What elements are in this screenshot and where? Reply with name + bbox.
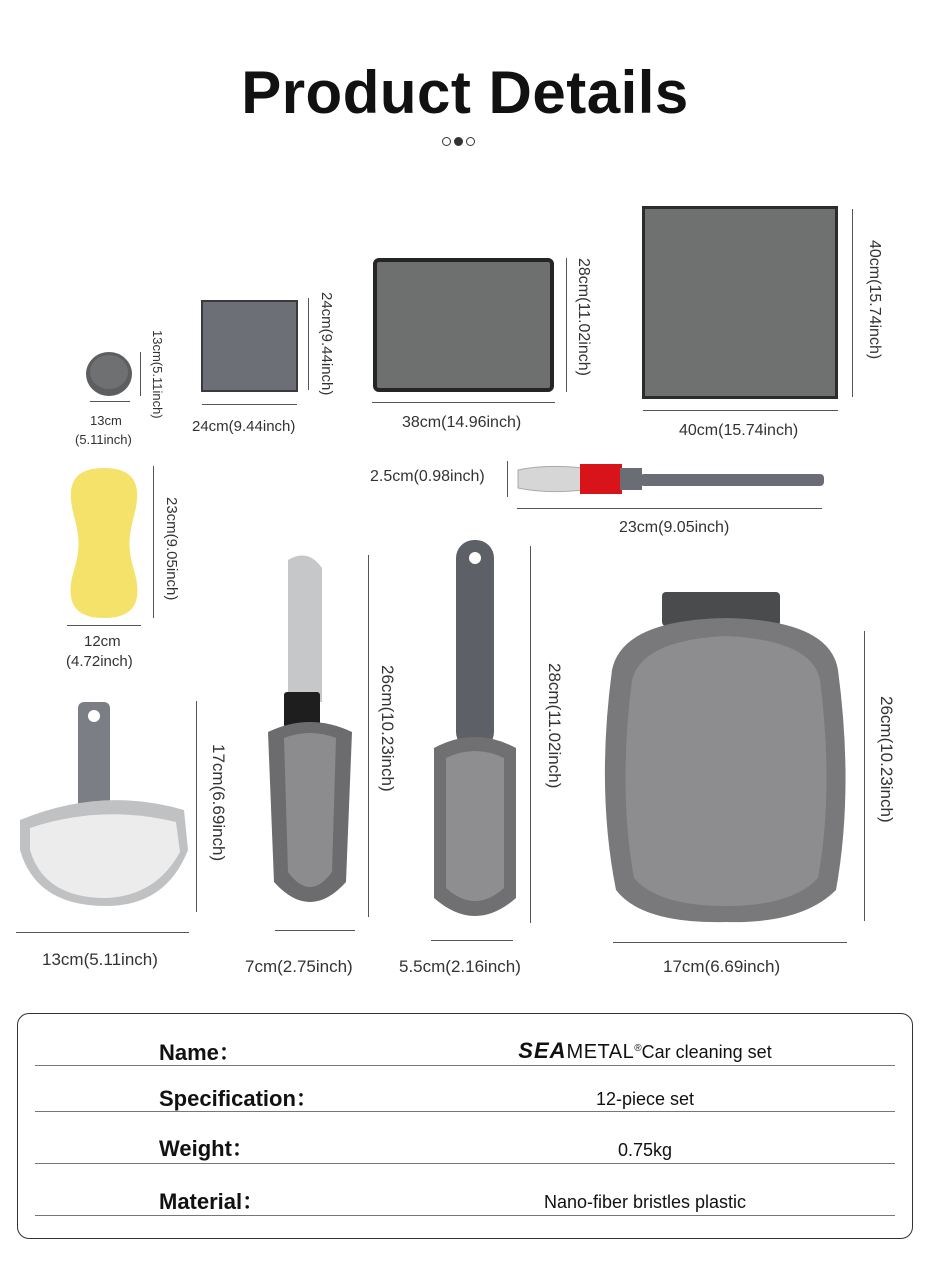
dimension-line [566, 258, 567, 392]
applicator-width-label: 13cm [90, 413, 122, 428]
dimension-line [196, 701, 197, 912]
dimension-line [507, 461, 508, 497]
applicator-pad-image [84, 350, 134, 398]
spec-material-label: Material： [159, 1189, 265, 1214]
spec-specification-value: 12-piece set [595, 1089, 695, 1109]
applicator-width-inch-label: (5.11inch) [75, 432, 132, 447]
large-towel-width-label: 40cm(15.74inch) [679, 422, 799, 439]
dimension-line [140, 352, 141, 396]
registered-mark: ® [634, 1043, 642, 1054]
spoke-brush-width-label: 7cm(2.75inch) [245, 957, 353, 976]
small-towel-height-label: 24cm(9.44inch) [318, 292, 335, 396]
dimension-line [643, 410, 838, 411]
spec-specification-label: Specification： [159, 1086, 318, 1111]
dimension-line [530, 546, 531, 923]
spec-name-label: Name： [159, 1040, 241, 1065]
brand-logo-metal: METAL [566, 1041, 635, 1063]
spec-name-value [335, 1038, 930, 1064]
sponge-width-inch-label: (4.72inch) [66, 653, 133, 670]
spec-row-specification [35, 1080, 895, 1112]
small-towel-image [201, 300, 298, 392]
page-title: Product Details [241, 59, 689, 126]
spoke-brush-image [264, 552, 356, 920]
spec-material-value: Nano-fiber bristles plastic [543, 1192, 747, 1212]
detail-brush-diameter-label: 2.5cm(0.98inch) [370, 468, 485, 485]
dimension-line [275, 930, 355, 931]
wheel-brush-image [430, 538, 520, 928]
large-towel-image [642, 206, 838, 399]
spec-weight-value: 0.75kg [617, 1140, 673, 1160]
medium-towel-image [373, 258, 554, 392]
tire-brush-height-label: 17cm(6.69inch) [209, 744, 228, 862]
dimension-line [852, 209, 853, 397]
wheel-brush-width-label: 5.5cm(2.16inch) [399, 957, 521, 976]
wash-mitt-height-label: 26cm(10.23inch) [877, 696, 896, 823]
tire-brush-width-label: 13cm(5.11inch) [42, 950, 158, 969]
dimension-line [613, 942, 847, 943]
spec-table [17, 1013, 913, 1239]
dimension-line [67, 625, 141, 626]
applicator-height-label: 13cm(5.11inch) [150, 330, 165, 419]
sponge-width-label: 12cm [84, 633, 121, 650]
dimension-line [368, 555, 369, 917]
detail-brush-length-label: 23cm(9.05inch) [619, 519, 730, 536]
dimension-line [864, 631, 865, 921]
spec-weight-label: Weight： [159, 1136, 254, 1161]
dimension-line [153, 466, 154, 618]
large-towel-height-label: 40cm(15.74inch) [866, 240, 883, 360]
medium-towel-height-label: 28cm(11.02inch) [575, 258, 592, 376]
pager-dot[interactable] [442, 137, 451, 146]
dimension-line [90, 401, 130, 402]
wash-mitt-width-label: 17cm(6.69inch) [663, 957, 781, 976]
wash-mitt-image [602, 590, 850, 924]
pager-dots [442, 137, 475, 146]
detail-brush-image [516, 460, 826, 498]
wheel-brush-height-label: 28cm(11.02inch) [545, 663, 564, 789]
spec-row-weight [35, 1127, 895, 1164]
small-towel-width-label: 24cm(9.44inch) [192, 418, 296, 435]
sponge-height-label: 23cm(9.05inch) [163, 497, 180, 601]
brand-logo-sea: SEA [518, 1038, 567, 1063]
tire-brush-image [16, 700, 191, 910]
spec-row-name [35, 1034, 895, 1066]
pager-dot[interactable] [466, 137, 475, 146]
dimension-line [372, 402, 555, 403]
sponge-image [66, 466, 142, 620]
medium-towel-width-label: 38cm(14.96inch) [402, 414, 522, 431]
spec-row-material [35, 1179, 895, 1216]
dimension-line [202, 404, 297, 405]
dimension-line [517, 508, 822, 509]
spoke-brush-height-label: 26cm(10.23inch) [378, 665, 397, 792]
dimension-line [16, 932, 189, 933]
dimension-line [431, 940, 513, 941]
spec-name-text: Car cleaning set [641, 1042, 772, 1062]
pager-dot-active[interactable] [454, 137, 463, 146]
dimension-line [308, 298, 309, 390]
